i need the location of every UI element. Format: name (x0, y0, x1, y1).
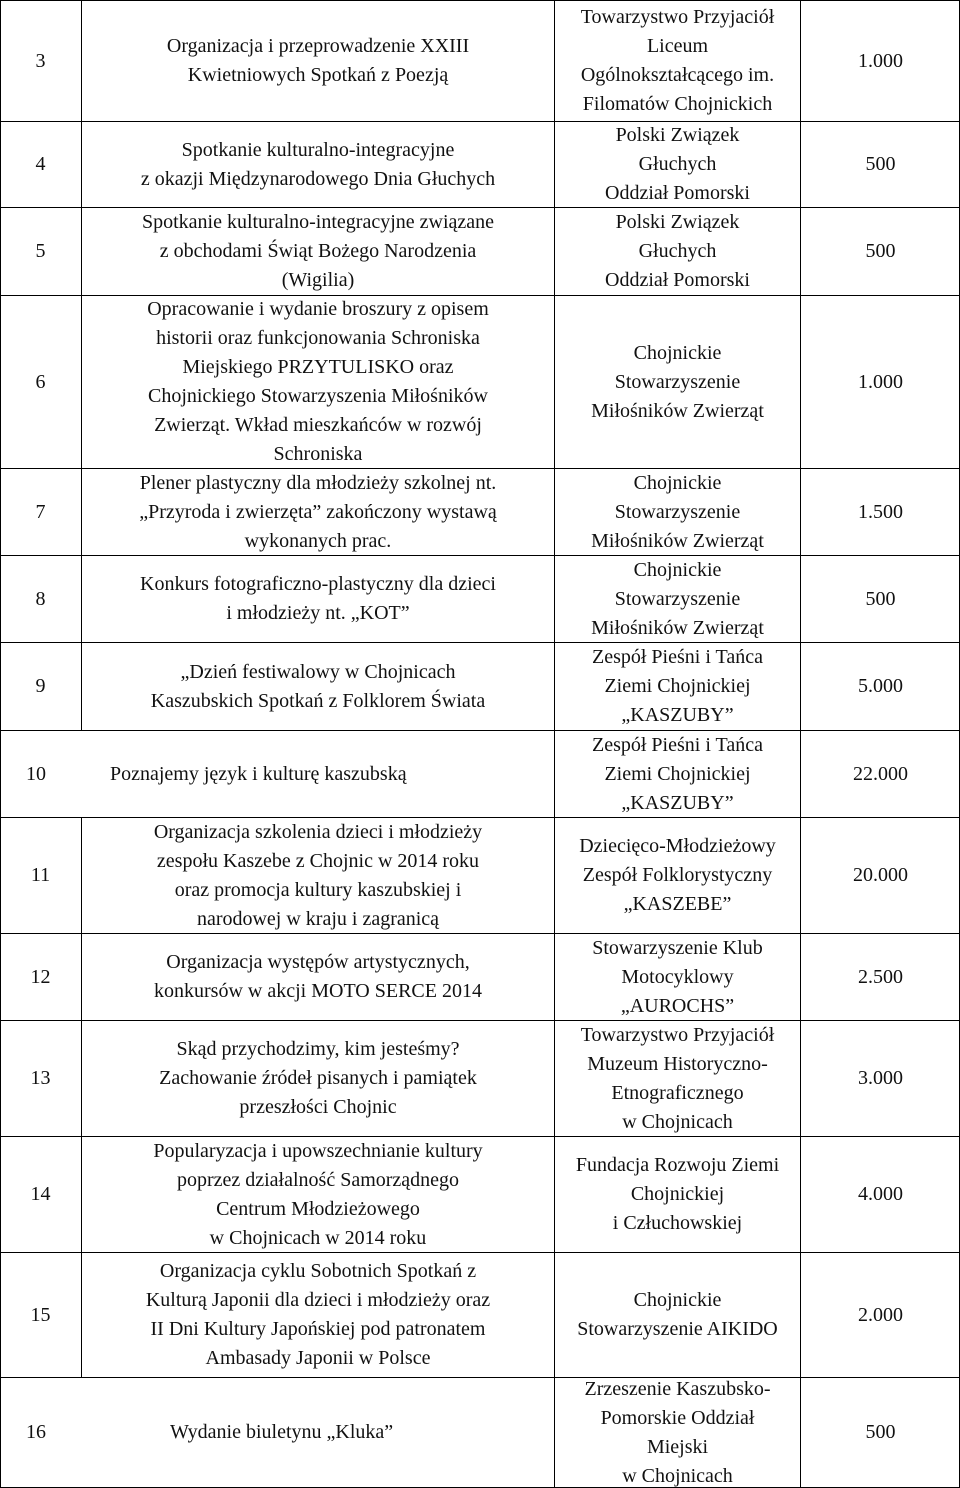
organization-name: Towarzystwo Przyjaciół Muzeum Historyczno- Etnograficznego w Chojnicach (580, 1023, 775, 1133)
organization-name: Zespół Pieśni i Tańca Ziemi Chojnickiej „KASZUBY” (592, 646, 763, 726)
row-number: 5 (35, 240, 46, 262)
organization-cell (555, 643, 800, 730)
organization-cell (555, 818, 800, 933)
grant-amount: 2.000 (858, 1303, 903, 1326)
description-cell (82, 208, 554, 295)
description-cell (82, 556, 554, 642)
organization-cell (555, 934, 800, 1020)
task-description: Spotkanie kulturalno-integracyjne z okazji Międzynarodowego Dnia Głuchych (140, 138, 496, 190)
organization-cell (555, 296, 800, 468)
grant-amount: 500 (865, 587, 896, 610)
row-number: 15 (30, 1303, 51, 1326)
task-description: Popularyzacja i upowszechnianie kultury poprzez działalność Samorządnego Centrum Młodzieżowego w Chojnicach w 2014 roku (153, 1139, 483, 1249)
organization-name: Polski Związek Głuchych Oddział Pomorski (605, 211, 750, 291)
organization-name: Stowarzyszenie Klub Motocyklowy „AUROCHS” (592, 936, 763, 1017)
organization-cell (555, 1, 800, 121)
row-number-cell (0, 1, 81, 121)
row-number: 7 (35, 500, 46, 523)
row-number-cell (0, 469, 81, 555)
row-number-cell (0, 556, 81, 642)
grant-amount: 5.000 (858, 675, 903, 697)
merged-description-cell (0, 731, 554, 817)
organization-name: Chojnickie Stowarzyszenie Miłośników Zwierząt (591, 341, 764, 422)
task-description: Organizacja i przeprowadzenie XXIII Kwietniowych Spotkań z Poezją (166, 35, 470, 86)
task-description: „Dzień festiwalowy w Chojnicach Kaszubskich Spotkań z Folklorem Świata (150, 660, 486, 712)
grant-amount: 1.500 (858, 500, 903, 523)
task-description: Skąd przychodzimy, kim jesteśmy? Zachowanie źródeł pisanych i pamiątek przeszłości Chojnic (159, 1038, 477, 1118)
organization-name: Polski Związek Głuchych Oddział Pomorski (605, 124, 750, 204)
organization-name: Fundacja Rozwoju Ziemi Chojnickiej i Człuchowskiej (575, 1154, 780, 1234)
amount-cell (801, 1378, 960, 1487)
row-number-cell (0, 934, 81, 1020)
amount-cell (801, 556, 960, 642)
task-description: Opracowanie i wydanie broszury z opisem historii oraz funkcjonowania Schroniska Miejskiego PRZYTULISKO oraz Chojnickiego Stowarzyszenia Miłośników Zwierząt. Wkład mieszkańców w rozwój Schroniska (147, 298, 489, 465)
description-cell (82, 1137, 554, 1252)
organization-cell (555, 469, 800, 555)
amount-cell (801, 818, 960, 933)
row-number: 14 (30, 1183, 51, 1205)
row-number-cell (0, 1021, 81, 1136)
row-number: 11 (30, 864, 51, 886)
row-number: 8 (35, 587, 46, 610)
task-description: Plener plastyczny dla młodzieży szkolnej nt. „Przyroda i zwierzęta” zakończony wystawą wykonanych prac. (139, 471, 497, 552)
amount-cell (801, 469, 960, 555)
row-number: 16 (26, 1421, 46, 1443)
organization-name: Zrzeszenie Kaszubsko- Pomorskie Oddział Miejski w Chojnicach (584, 1378, 771, 1487)
task-description: Poznajemy język i kulturę kaszubską (110, 762, 407, 785)
description-cell (82, 934, 554, 1020)
amount-cell (801, 934, 960, 1020)
organization-cell (555, 731, 800, 817)
row-number: 6 (35, 370, 46, 393)
amount-cell (801, 731, 960, 817)
row-number-cell (0, 818, 81, 933)
amount-cell (801, 643, 960, 730)
organization-cell (555, 1378, 800, 1487)
grant-amount: 1.000 (858, 49, 903, 72)
row-number: 13 (30, 1067, 51, 1089)
organization-name: Chojnickie Stowarzyszenie Miłośników Zwierząt (591, 471, 764, 552)
organization-cell (555, 556, 800, 642)
organization-name: Chojnickie Stowarzyszenie AIKIDO (577, 1289, 778, 1340)
row-number-cell (0, 1137, 81, 1252)
row-number-cell (0, 643, 81, 730)
description-cell (82, 1, 554, 121)
grant-amount: 500 (865, 1421, 896, 1443)
amount-cell (801, 122, 960, 207)
organization-cell (555, 1021, 800, 1136)
grant-amount: 4.000 (858, 1183, 903, 1205)
description-cell (82, 122, 554, 207)
organization-name: Chojnickie Stowarzyszenie Miłośników Zwierząt (591, 558, 764, 639)
amount-cell (801, 1137, 960, 1252)
row-number: 12 (30, 965, 51, 988)
description-cell (82, 296, 554, 468)
grant-amount: 22.000 (853, 762, 908, 785)
task-description: Organizacja szkolenia dzieci i młodzieży zespołu Kaszebe z Chojnic w 2014 roku oraz promocja kultury kaszubskiej i narodowej w kraju i zagranicą (153, 820, 483, 930)
amount-cell (801, 1, 960, 121)
amount-cell (801, 296, 960, 468)
task-description: Organizacja cyklu Sobotnich Spotkań z Kulturą Japonii dla dzieci i młodzieży oraz II Dni Kultury Japońskiej pod patronatem Ambasady Japonii w Polsce (145, 1260, 491, 1369)
organization-cell (555, 208, 800, 295)
description-cell (82, 469, 554, 555)
row-number: 9 (35, 675, 46, 697)
task-description: Wydanie biuletynu „Kluka” (170, 1421, 394, 1443)
grant-amount: 2.500 (858, 965, 903, 988)
amount-cell (801, 208, 960, 295)
task-description: Organizacja występów artystycznych, konkursów w akcji MOTO SERCE 2014 (154, 951, 482, 1002)
task-description: Spotkanie kulturalno-integracyjne związane z obchodami Świąt Bożego Narodzenia (Wigilia) (141, 211, 495, 291)
task-description: Konkurs fotograficzno-plastyczny dla dzieci i młodzieży nt. „KOT” (140, 573, 496, 624)
description-cell (82, 643, 554, 730)
description-cell (82, 818, 554, 933)
merged-description-cell (0, 1378, 554, 1487)
row-number-cell (0, 1253, 81, 1377)
grant-amount: 3.000 (858, 1067, 903, 1089)
organization-cell (555, 1137, 800, 1252)
amount-cell (801, 1021, 960, 1136)
organization-cell (555, 1253, 800, 1377)
grant-amount: 500 (865, 153, 896, 175)
grant-amount: 500 (865, 240, 896, 262)
organization-cell (555, 122, 800, 207)
organization-name: Dziecięco-Młodzieżowy Zespół Folklorystyczny „KASZEBE” (579, 835, 776, 915)
description-cell (82, 1021, 554, 1136)
organization-name: Towarzystwo Przyjaciół Liceum Ogólnokształcącego im. Filomatów Chojnickich (580, 6, 775, 115)
organization-name: Zespół Pieśni i Tańca Ziemi Chojnickiej „KASZUBY” (592, 733, 763, 814)
row-number: 3 (35, 49, 46, 72)
row-number-cell (0, 122, 81, 207)
row-number-cell (0, 208, 81, 295)
row-number: 4 (35, 153, 46, 175)
description-cell (82, 1253, 554, 1377)
grant-amount: 20.000 (853, 864, 908, 886)
row-number: 10 (26, 762, 46, 785)
grant-amount: 1.000 (858, 370, 903, 393)
amount-cell (801, 1253, 960, 1377)
row-number-cell (0, 296, 81, 468)
